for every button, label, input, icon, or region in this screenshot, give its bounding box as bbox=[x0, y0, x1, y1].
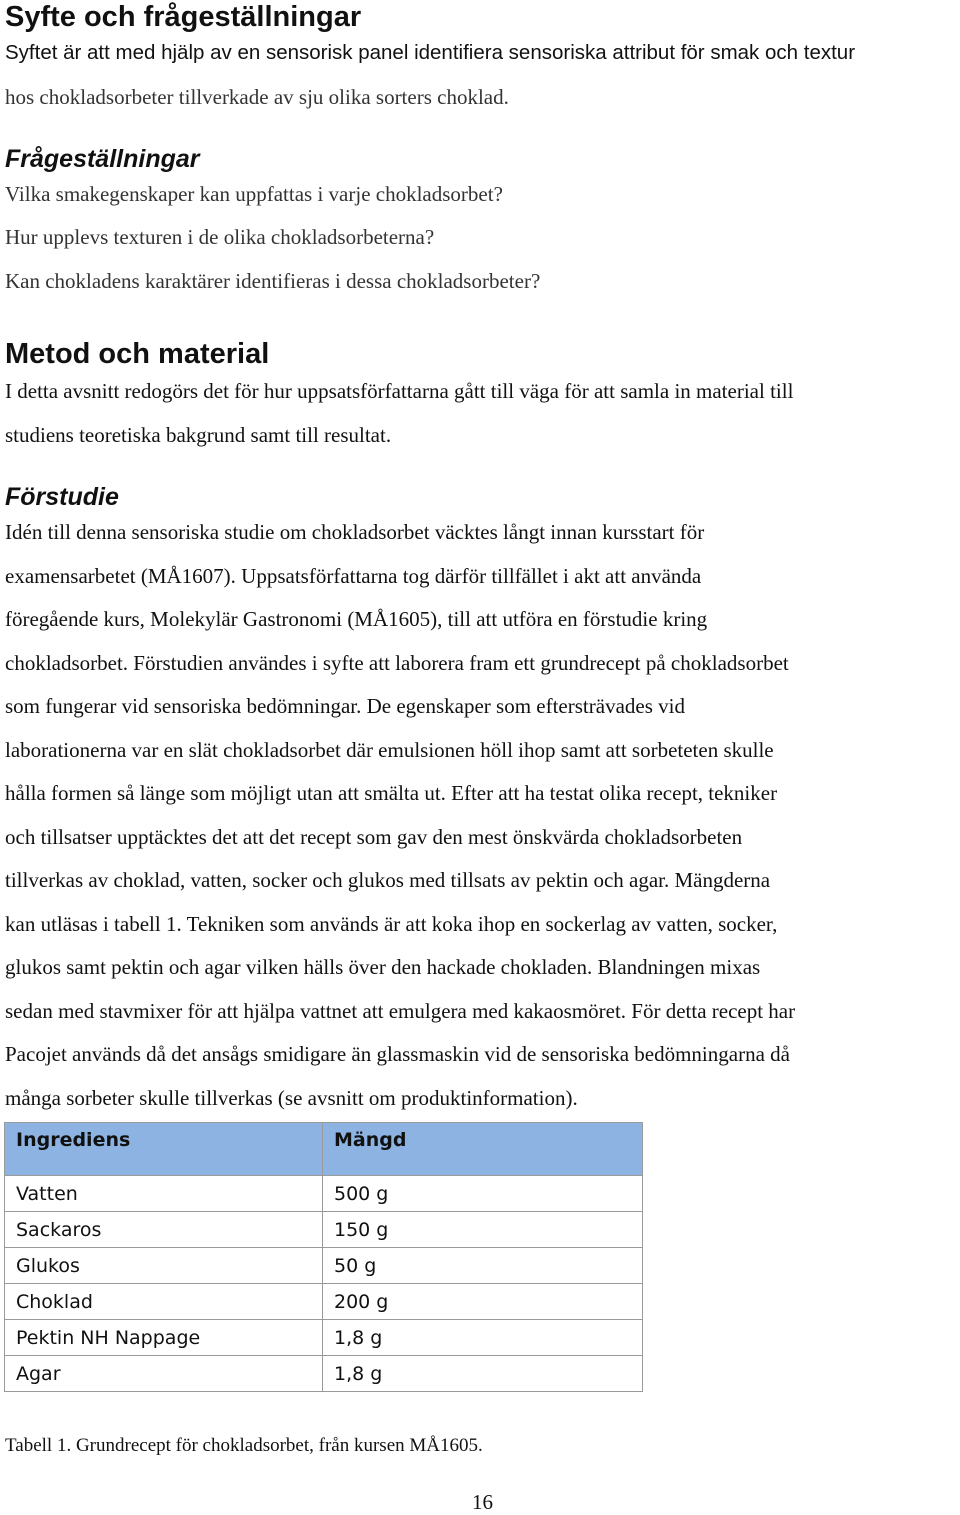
section-heading-metod: Metod och material bbox=[5, 338, 270, 370]
page-number: 16 bbox=[472, 1490, 493, 1514]
question-item: Hur upplevs texturen i de olika chokladsorbeterna? bbox=[5, 225, 435, 249]
table-cell-ingredient: Glukos bbox=[5, 1248, 323, 1284]
body-line: sedan med stavmixer för att hjälpa vattnet att emulgera med kakaosmöret. För detta recept har bbox=[5, 999, 796, 1023]
body-line: som fungerar vid sensoriska bedömningar. De egenskaper som eftersträvades vid bbox=[5, 694, 685, 718]
body-line: examensarbetet (MÅ1607). Uppsatsförfattarna tog därför tillfället i akt att använda bbox=[5, 564, 702, 588]
question-item: Vilka smakegenskaper kan uppfattas i varje chokladsorbet? bbox=[5, 182, 503, 206]
subheading-fragestallningar: Frågeställningar bbox=[5, 145, 200, 173]
table-cell-amount: 200 g bbox=[323, 1284, 643, 1320]
table-cell-amount: 1,8 g bbox=[323, 1356, 643, 1392]
table-cell-ingredient: Choklad bbox=[5, 1284, 323, 1320]
table-cell-amount: 150 g bbox=[323, 1212, 643, 1248]
table-row bbox=[5, 1356, 643, 1392]
body-line: glukos samt pektin och agar vilken hälls över den hackade chokladen. Blandningen mixas bbox=[5, 955, 761, 979]
table-header-ingrediens: Ingrediens bbox=[5, 1123, 323, 1176]
body-line: föregående kurs, Molekylär Gastronomi (MÅ1605), till att utföra en förstudie kring bbox=[5, 607, 708, 631]
table-header-row bbox=[5, 1123, 643, 1176]
body-line: Syftet är att med hjälp av en sensorisk panel identifiera sensoriska attribut för smak och textur bbox=[5, 41, 856, 64]
table-cell-ingredient: Sackaros bbox=[5, 1212, 323, 1248]
table-row bbox=[5, 1248, 643, 1284]
table-caption: Tabell 1. Grundrecept för chokladsorbet, från kursen MÅ1605. bbox=[5, 1435, 483, 1456]
body-line: tillverkas av choklad, vatten, socker och glukos med tillsats av pektin och agar. Mängderna bbox=[5, 868, 771, 892]
table-cell-amount: 50 g bbox=[323, 1248, 643, 1284]
body-line: och tillsatser upptäcktes det att det recept som gav den mest önskvärda chokladsorbeten bbox=[5, 825, 743, 849]
body-line: många sorbeter skulle tillverkas (se avsnitt om produktinformation). bbox=[5, 1086, 578, 1110]
body-line: Pacojet används då det ansågs smidigare än glassmaskin vid de sensoriska bedömningarna då bbox=[5, 1042, 790, 1066]
table-header-mangd: Mängd bbox=[323, 1123, 643, 1176]
table-cell-ingredient: Vatten bbox=[5, 1176, 323, 1212]
subheading-forstudie: Förstudie bbox=[5, 483, 119, 511]
table-cell-amount: 500 g bbox=[323, 1176, 643, 1212]
table-row bbox=[5, 1212, 643, 1248]
body-line: I detta avsnitt redogörs det för hur uppsatsförfattarna gått till väga för att samla in material till bbox=[5, 379, 794, 403]
table-cell-ingredient: Pektin NH Nappage bbox=[5, 1320, 323, 1356]
body-line: laborationerna var en slät chokladsorbet där emulsionen höll ihop samt att sorbeteten skulle bbox=[5, 738, 774, 762]
table-row bbox=[5, 1176, 643, 1212]
body-line: chokladsorbet. Förstudien användes i syfte att laborera fram ett grundrecept på chokladsorbet bbox=[5, 651, 789, 675]
body-line: hålla formen så länge som möjligt utan att smälta ut. Efter att ha testat olika recept, tekniker bbox=[5, 781, 778, 805]
body-line: studiens teoretiska bakgrund samt till resultat. bbox=[5, 423, 392, 447]
question-item: Kan chokladens karaktärer identifieras i dessa chokladsorbeter? bbox=[5, 269, 541, 293]
section-heading-syfte: Syfte och frågeställningar bbox=[5, 1, 362, 33]
body-line: Idén till denna sensoriska studie om chokladsorbet väcktes långt innan kursstart för bbox=[5, 520, 705, 544]
body-line: hos chokladsorbeter tillverkade av sju olika sorters choklad. bbox=[5, 85, 509, 109]
ingredients-table bbox=[4, 1122, 643, 1392]
table-row bbox=[5, 1284, 643, 1320]
table-cell-amount: 1,8 g bbox=[323, 1320, 643, 1356]
body-line: kan utläsas i tabell 1. Tekniken som används är att koka ihop en sockerlag av vatten, socker, bbox=[5, 912, 778, 936]
table-row bbox=[5, 1320, 643, 1356]
table-cell-ingredient: Agar bbox=[5, 1356, 323, 1392]
